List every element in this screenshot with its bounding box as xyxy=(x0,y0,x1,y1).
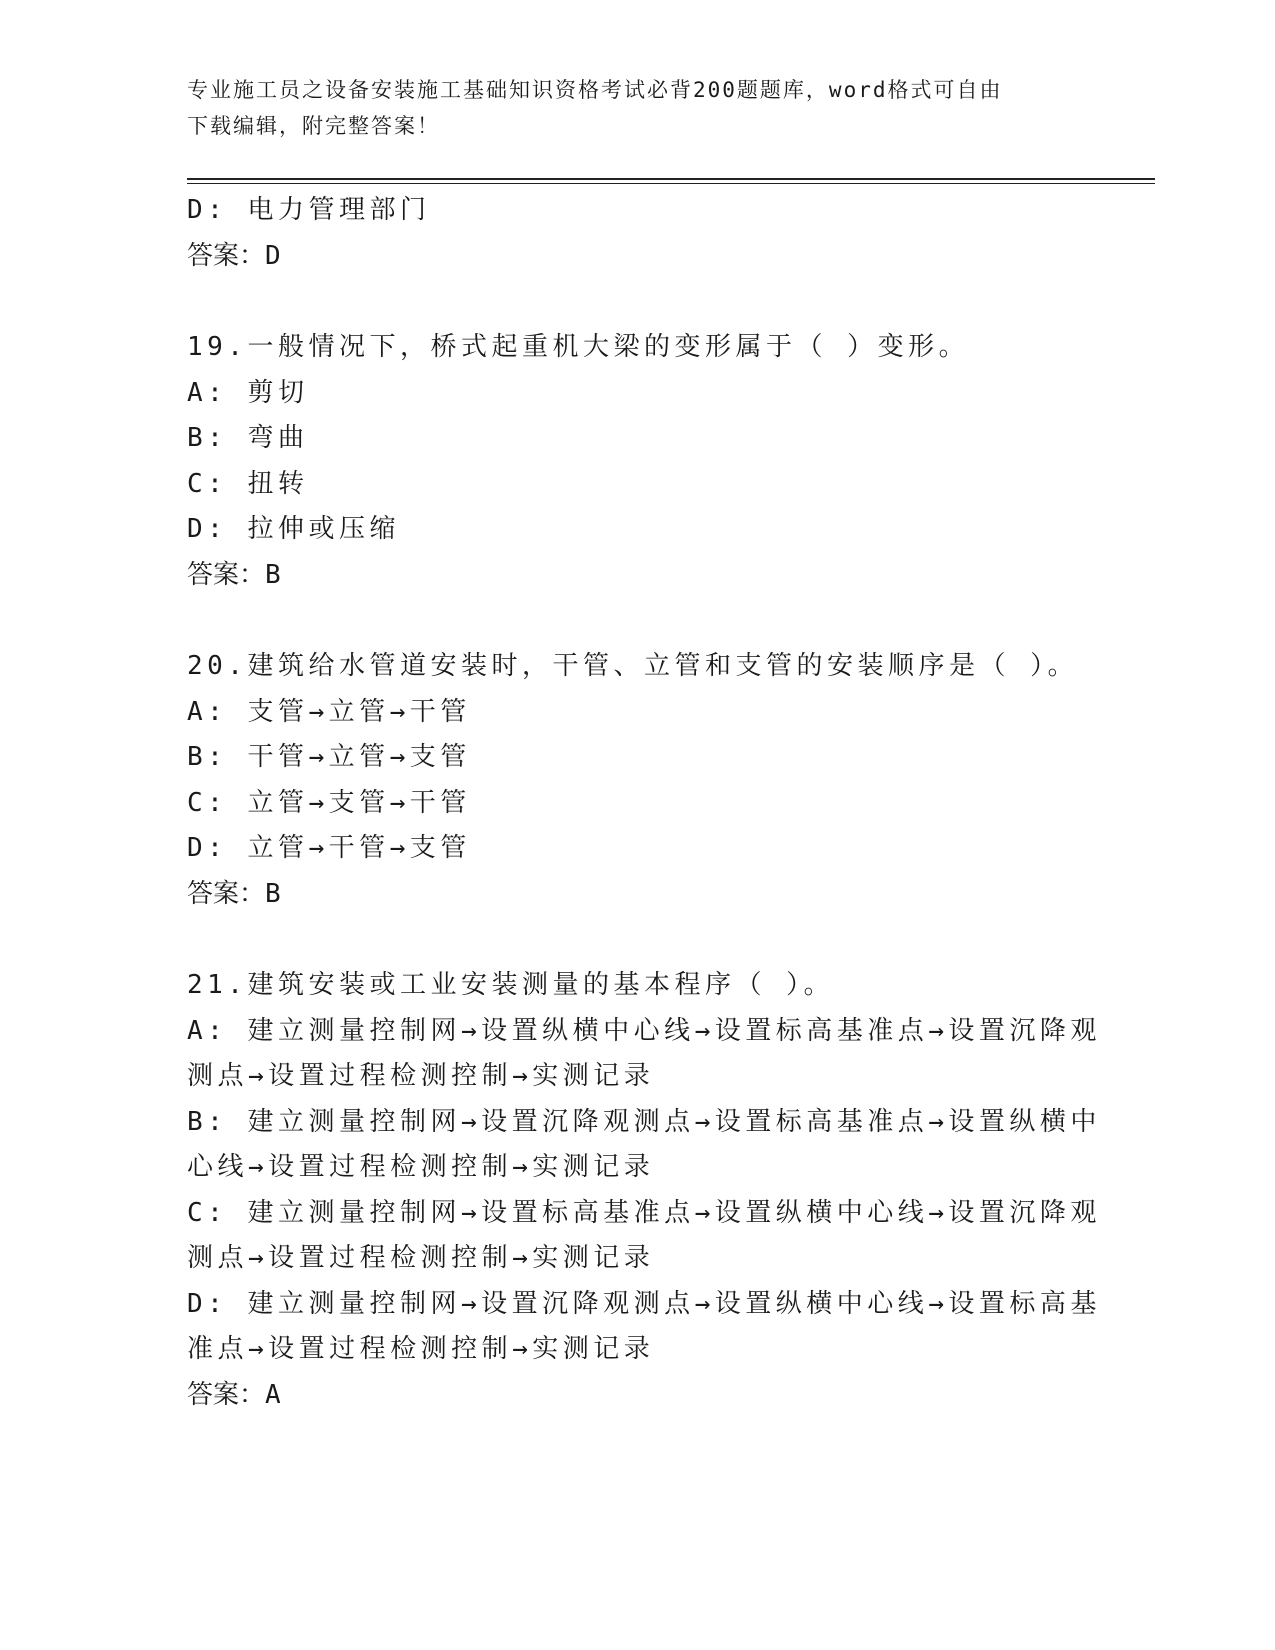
question-19-option-d: D: 拉伸或压缩 xyxy=(187,514,400,544)
answer-label: 答案： xyxy=(187,878,266,909)
header-divider-thin xyxy=(187,183,1155,184)
question-21-option-b-line-1: B: 建立测量控制网→设置沉降观测点→设置标高基准点→设置纵横中 xyxy=(187,1106,1101,1137)
question-21-option-a-line-2: 测点→设置过程检测控制→实测记录 xyxy=(187,1061,655,1091)
question-21-option-d-line-1: D: 建立测量控制网→设置沉降观测点→设置纵横中心线→设置标高基 xyxy=(187,1288,1101,1319)
header-line-2: 下载编辑，附完整答案！ xyxy=(187,114,440,138)
answer-value: D xyxy=(265,240,286,271)
prev-answer xyxy=(187,234,1087,280)
question-21-stem: 21.建筑安装或工业安装测量的基本程序（ ）。 xyxy=(187,970,835,1000)
question-content xyxy=(187,188,1101,1418)
question-21-answer xyxy=(187,1373,1087,1419)
question-spacer xyxy=(187,917,1087,963)
answer-label: 答案： xyxy=(187,559,266,590)
question-21-option-c-line-1: C: 建立测量控制网→设置标高基准点→设置纵横中心线→设置沉降观 xyxy=(187,1197,1101,1228)
question-19-stem: 19.一般情况下，桥式起重机大梁的变形属于（ ）变形。 xyxy=(187,332,970,362)
header-divider-thick xyxy=(187,178,1155,180)
question-20-stem: 20.建筑给水管道安装时，干管、立管和支管的安装顺序是（ ）。 xyxy=(187,651,1079,681)
header-line-1: 专业施工员之设备安装施工基础知识资格考试必背200题题库，word格式可自由 xyxy=(187,78,1003,102)
question-19-option-c: C: 扭转 xyxy=(187,468,309,499)
question-21-option-c-line-2: 测点→设置过程检测控制→实测记录 xyxy=(187,1243,655,1273)
question-21-option-d-line-2: 准点→设置过程检测控制→实测记录 xyxy=(187,1334,655,1364)
answer-value: B xyxy=(265,878,286,909)
answer-value: B xyxy=(265,559,286,590)
answer-label: 答案： xyxy=(187,1379,266,1410)
document-header xyxy=(187,72,1067,144)
question-spacer xyxy=(187,279,1087,325)
question-spacer xyxy=(187,598,1087,644)
question-20-option-a: A: 支管→立管→干管 xyxy=(187,696,471,727)
prev-option-d: D: 电力管理部门 xyxy=(187,195,431,225)
answer-value: A xyxy=(265,1379,286,1410)
question-20-answer xyxy=(187,872,1087,918)
question-20-option-d: D: 立管→干管→支管 xyxy=(187,833,471,863)
question-21-option-a-line-1: A: 建立测量控制网→设置纵横中心线→设置标高基准点→设置沉降观 xyxy=(187,1015,1101,1046)
question-20-option-b: B: 干管→立管→支管 xyxy=(187,742,471,772)
question-19-option-a: A: 剪切 xyxy=(187,377,309,408)
question-19-answer xyxy=(187,553,1087,599)
question-19-option-b: B: 弯曲 xyxy=(187,423,309,453)
question-21-option-b-line-2: 心线→设置过程检测控制→实测记录 xyxy=(187,1152,655,1182)
answer-label: 答案： xyxy=(187,240,266,271)
question-20-option-c: C: 立管→支管→干管 xyxy=(187,787,471,818)
